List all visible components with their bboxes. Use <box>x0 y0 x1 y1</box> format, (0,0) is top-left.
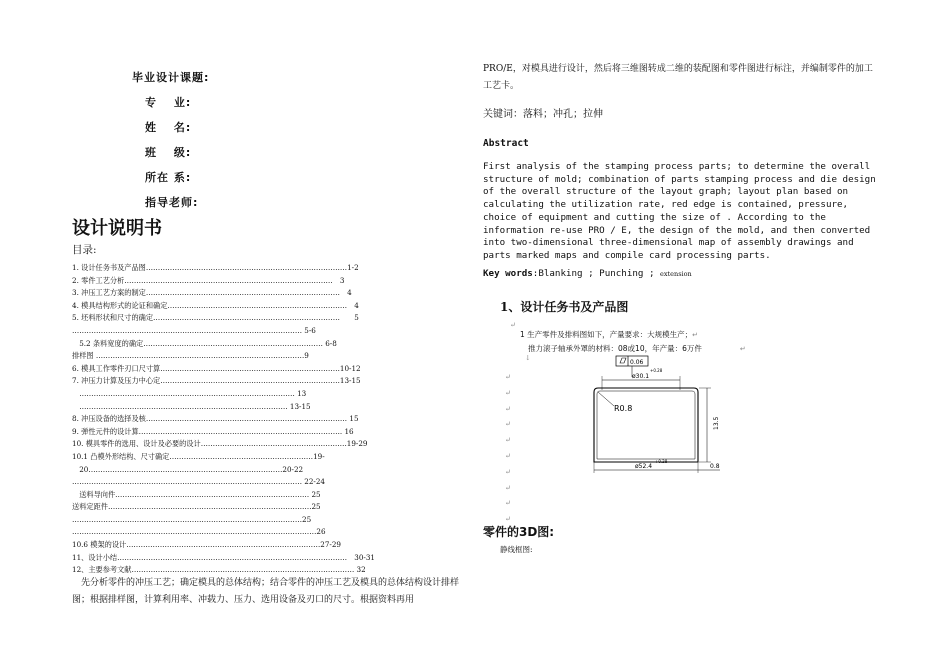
summary-continuation: PRO/E，对模具进行设计，然后将三维图转成二维的装配图和零件图进行标注，并编制零件的加工工艺卡。 <box>483 64 873 91</box>
return-mark-icon: ↵ <box>505 404 511 413</box>
toc-entry: 10. 模具零件的选用、设计及必要的设计…………………………………………………….19-29 <box>72 439 368 449</box>
return-mark-icon: ↵ <box>505 388 511 397</box>
keywords-en <box>483 268 692 279</box>
toc-entry: 3. 冲压工艺方案的制定……………………………………………………………………… 4 <box>72 288 352 298</box>
paragraph-marks-column <box>505 370 511 528</box>
abstract-text: First analysis of the stamping process parts; to determine the overall structure of mold; combination of parts stamping process and die design of the overall structure of the layout graph; layout plan based on calculating the utilization rate, red edge is contained, pressure, choice of equipment and cutting the size of . According to the information re-use PRO / E, the design of the mold, and then converted into two-dimensional three-dimensional map of assembly drawings and parts marked maps and compile card processing parts. <box>483 161 876 261</box>
toc-entry: 送料定距件………………………………………………………………………….25 <box>72 502 321 512</box>
toc-entry: 2. 零件工艺分析…………………………………………………………………………… 3 <box>72 275 345 285</box>
task-line-1 <box>520 329 698 340</box>
task-line-2-text: 推力滚子轴承外罩的材料：08或10，年产量：6万件 <box>528 344 702 353</box>
return-mark-icon: ↵ <box>505 420 511 429</box>
part-outline <box>594 388 698 462</box>
toc-entry: 20………………………………………………………………………20-22 <box>72 464 304 474</box>
return-mark-icon: ↵ <box>505 436 511 445</box>
part-inner-outline <box>597 391 695 459</box>
paragraph-marks <box>510 318 516 332</box>
return-mark-icon: ↓ <box>525 354 531 362</box>
toc-entry: 5.2 条料宽度的确定………………………………………………………………… 6-8 <box>72 338 337 348</box>
wall-thickness-value: 0.8 <box>710 463 720 470</box>
toc-entry: …………………………………………………………………………………………26 <box>72 527 326 537</box>
major-label: 专 业: <box>145 96 192 109</box>
doc-title: 设计说明书 <box>72 218 162 239</box>
top-diameter-value: ø30.1 <box>632 373 650 380</box>
bottom-diameter-dimension <box>594 459 698 473</box>
radius-label: R0.8 <box>614 404 633 413</box>
class-label: 班 级: <box>145 146 192 159</box>
toc-entry: 4. 模具结构形式的论证和确定………………………………………………………………… 4 <box>72 300 359 310</box>
toc-entry: ……………………………………………………………………………… 13 <box>72 388 307 398</box>
keywords-cn: 关键词：落料；冲孔；拉伸 <box>483 109 603 120</box>
toc-heading: 目录: <box>72 244 97 256</box>
toc-entry: 6. 模具工作零件刃口尺寸算…………………………………………………………………10-12 <box>72 363 361 373</box>
return-mark-icon: ↵ <box>505 373 511 381</box>
return-mark-icon: ↵ <box>510 321 516 329</box>
toc-entry: 8. 冲压设备的选择及核………………………………………………………………………… 15 <box>72 414 359 424</box>
toc-entry: …………………………………………………………………………………… 5-6 <box>72 325 316 335</box>
return-mark-icon: ↵ <box>505 451 511 460</box>
toc-entry: …………………………………………………………………………… 13-15 <box>72 401 311 411</box>
table-of-contents <box>72 262 432 577</box>
return-mark-icon: ↵ <box>739 345 746 353</box>
keywords-en-value: :Blanking ; Punching ; <box>532 268 661 279</box>
advisor-label: 指导老师: <box>145 196 199 209</box>
toc-entry: 12、主要参考文献………………………………………………………………………………… 32 <box>72 565 366 575</box>
toc-entry: …………………………………………………………………………………… 22-24 <box>72 477 326 487</box>
toc-entry: 10.1 凸模外形结构、尺寸确定……………………………………………………19- <box>72 451 325 461</box>
part-drawing <box>580 352 730 477</box>
radius-leader <box>598 392 614 406</box>
section-3d-title: 零件的3D图: <box>483 525 555 539</box>
top-diameter-tolerance: +0.28 <box>650 368 663 373</box>
bottom-diameter-value: ø52.4 <box>635 463 653 470</box>
task-line-1-text: 1 生产零件及排料图如下，产量要求：大规模生产； <box>520 330 693 339</box>
toc-entry: 7. 冲压力计算及压力中心定…………………………………………………………………13-15 <box>72 376 361 386</box>
flatness-value: 0.06 <box>630 359 644 366</box>
abstract-heading: Abstract <box>483 138 529 149</box>
return-mark-icon: ↵ <box>505 515 511 524</box>
toc-entry: 送料导向件……………………………………………………………………… 25 <box>72 489 321 499</box>
toc-entry: 10.6 模架的设计………………………………………………………………………27-29 <box>72 540 342 550</box>
bottom-diameter-tolerance: +0.28 <box>655 459 668 464</box>
return-mark-icon: ↵ <box>505 499 511 508</box>
summary-paragraph: 先分析零件的冲压工艺；确定模具的总体结构；结合零件的冲压工艺及模具的总体结构设计排样图；根据排样图，计算利用率、冲载力、压力、选用设备及刃口的尺寸。根据资料再用 <box>72 578 460 605</box>
toc-entry: 11、设计小结…………………………………………………………………………………… 30-31 <box>72 552 375 562</box>
toc-entry: 9. 弹性元件的设计算…………………………………………………………………………. 16 <box>72 426 354 436</box>
toc-entry: 5. 坯料形状和尺寸的确定…………………………………………………………………… 5 <box>72 313 359 323</box>
wireframe-label: 静线框图: <box>500 545 533 554</box>
return-mark-icon: ↵ <box>505 467 511 476</box>
return-mark-icon: ↵ <box>692 331 699 339</box>
toc-entry: 排样图 ……………………………………………………………………………9 <box>72 351 309 361</box>
height-value: 13.5 <box>713 416 720 430</box>
topic-label: 毕业设计课题: <box>132 71 210 84</box>
toc-entry: 1. 设计任务书及产品图…………………………………………………………………………1-2 <box>72 263 359 272</box>
keywords-en-tail: extension <box>660 270 692 278</box>
return-mark-icon: ↵ <box>505 483 511 492</box>
height-dimension <box>699 388 720 462</box>
section1-title: 1、设计任务书及产品图 <box>500 300 629 314</box>
wall-thickness-dimension <box>698 463 720 470</box>
toc-entry: ……………………………………………………………………………………25 <box>72 514 312 524</box>
name-label: 姓 名: <box>145 121 192 134</box>
dept-label: 所在 系: <box>145 171 192 184</box>
top-diameter-dimension <box>602 368 680 390</box>
keywords-en-label: Key words <box>483 268 533 279</box>
